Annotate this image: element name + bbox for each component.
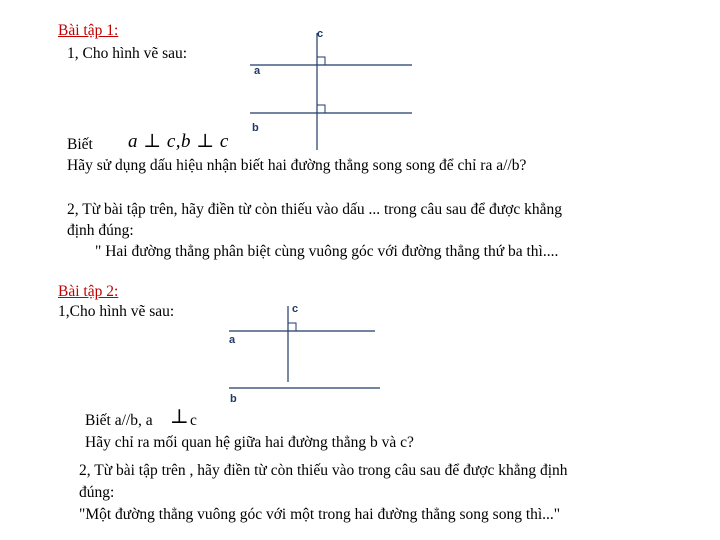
exercise-2-figure (225, 300, 385, 410)
label-c: c (292, 303, 299, 315)
label-b: b (252, 122, 259, 134)
exercise-1-heading: Bài tập 1: (58, 22, 119, 39)
right-angle-mark-a (288, 323, 296, 331)
exercise-2-heading: Bài tập 2: (58, 283, 119, 300)
exercise-1-question-2-quote: " Hai đường thẳng phân biệt cùng vuông góc với đường thẳng thứ ba thì.... (95, 243, 559, 260)
label-b: b (230, 393, 237, 405)
exercise-2-known-prefix: Biết a//b, a (85, 412, 153, 429)
exercise-1-question-2-line-1: 2, Từ bài tập trên, hãy điền từ còn thiếu vào dấu ... trong câu sau để được khẳng (67, 201, 562, 218)
label-c: c (317, 28, 324, 40)
exercise-2-question-1-intro: 1,Cho hình vẽ sau: (58, 303, 175, 320)
exercise-2-known-suffix: c (190, 412, 197, 429)
exercise-2-question-1-task: Hãy chỉ ra mối quan hệ giữa hai đường thẳng b và c? (85, 434, 414, 451)
exercise-1-known-math: a ⊥ c,b ⊥ c (128, 131, 229, 152)
exercise-1-question-2-line-2: định đúng: (67, 222, 134, 239)
label-a: a (254, 65, 261, 77)
right-angle-mark-b (317, 105, 325, 113)
exercise-2-question-2-quote: "Một đường thẳng vuông góc với một trong hai đường thẳng song song thì..." (79, 506, 561, 523)
exercise-1-question-1-task: Hãy sử dụng dấu hiệu nhận biết hai đường thẳng song song để chỉ ra a//b? (67, 157, 527, 174)
right-angle-mark-a (317, 57, 325, 65)
exercise-2-known-perp: ⊥ (170, 406, 189, 428)
exercise-1-figure (250, 25, 415, 150)
exercise-2-question-2-line-1: 2, Từ bài tập trên , hãy điền từ còn thiếu vào trong câu sau để được khẳng định (79, 462, 568, 479)
exercise-1-question-1-intro: 1, Cho hình vẽ sau: (67, 45, 188, 62)
label-a: a (229, 334, 236, 346)
exercise-1-known-prefix: Biết (67, 136, 93, 153)
exercise-2-question-2-line-2: đúng: (79, 484, 115, 501)
